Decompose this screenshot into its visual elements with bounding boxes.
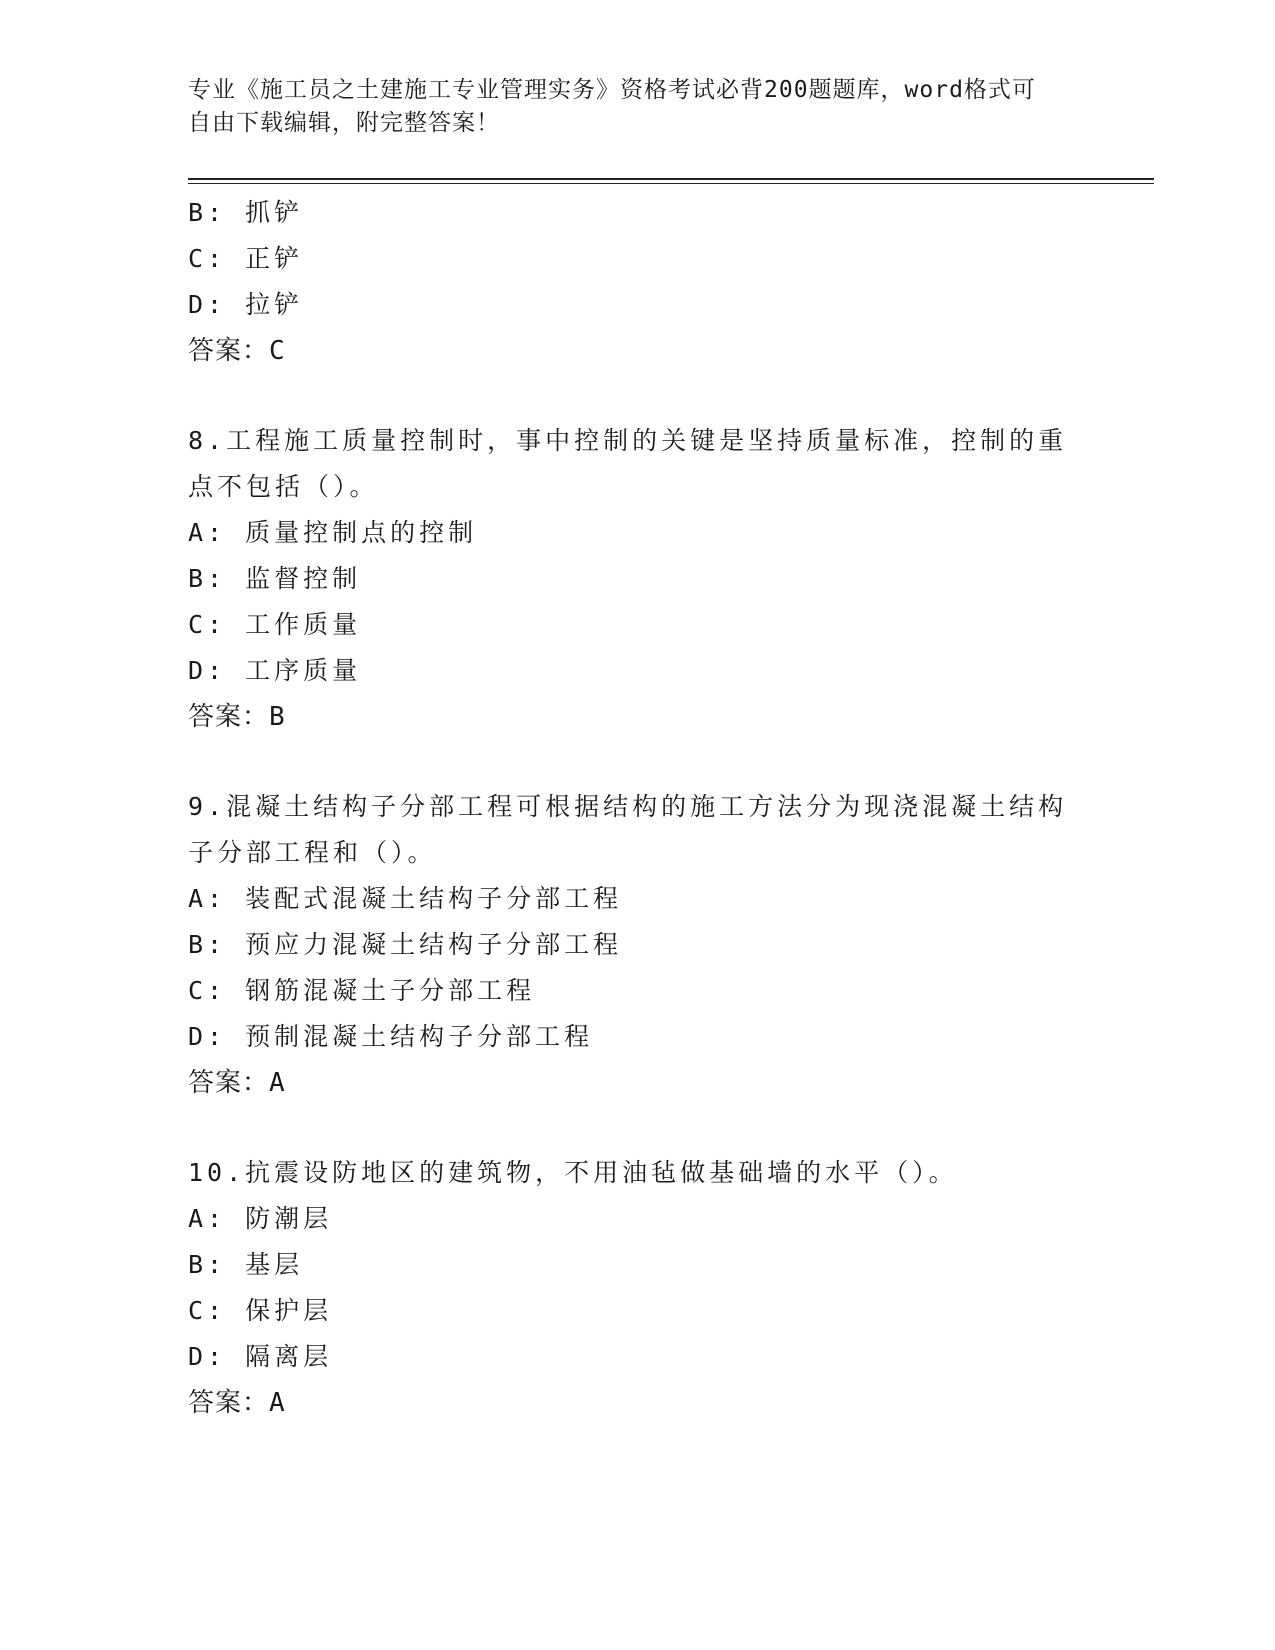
q10-option-b: B: 基层 — [188, 1250, 304, 1279]
spacer — [188, 740, 1088, 784]
question-list — [188, 190, 1088, 1426]
header-rule-thin — [188, 183, 1154, 184]
header-line-2: 自由下载编辑，附完整答案！ — [188, 110, 500, 136]
q10-answer: 答案：A — [188, 1388, 286, 1418]
header-rule-thick — [188, 178, 1154, 180]
q10-stem-line-1: 10.抗震设防地区的建筑物，不用油毡做基础墙的水平（）。 — [188, 1158, 958, 1187]
spacer — [188, 374, 1088, 418]
q9-option-b: B: 预应力混凝土结构子分部工程 — [188, 930, 623, 959]
q8-stem-line-1: 8.工程施工质量控制时，事中控制的关键是坚持质量标准，控制的重 — [188, 426, 1068, 455]
question-10 — [188, 1150, 1088, 1426]
q8-option-a: A: 质量控制点的控制 — [188, 518, 478, 547]
question-9 — [188, 784, 1088, 1106]
spacer — [188, 1106, 1088, 1150]
q8-option-d: D: 工序质量 — [188, 656, 362, 685]
q7-option-c: C: 正铲 — [188, 244, 304, 273]
q9-option-d: D: 预制混凝土结构子分部工程 — [188, 1022, 594, 1051]
q8-option-b: B: 监督控制 — [188, 564, 362, 593]
header-line-1: 专业《施工员之土建施工专业管理实务》资格考试必背200题题库，word格式可 — [188, 77, 1036, 103]
q9-answer: 答案：A — [188, 1068, 286, 1098]
q9-option-a: A: 装配式混凝土结构子分部工程 — [188, 884, 623, 913]
q8-option-c: C: 工作质量 — [188, 610, 362, 639]
q7-option-d: D: 拉铲 — [188, 290, 304, 319]
question-7-continued — [188, 190, 1088, 374]
q8-answer: 答案：B — [188, 702, 286, 732]
q9-stem-line-1: 9.混凝土结构子分部工程可根据结构的施工方法分为现浇混凝土结构 — [188, 792, 1068, 821]
document-header — [188, 74, 1068, 140]
question-8 — [188, 418, 1088, 740]
q7-option-b: B: 抓铲 — [188, 198, 304, 227]
q10-option-a: A: 防潮层 — [188, 1204, 333, 1233]
q8-stem-line-2: 点不包括（）。 — [188, 472, 379, 501]
q10-option-c: C: 保护层 — [188, 1296, 333, 1325]
q10-option-d: D: 隔离层 — [188, 1342, 333, 1371]
q7-answer: 答案：C — [188, 336, 286, 366]
q9-stem-line-2: 子分部工程和（）。 — [188, 838, 437, 867]
q9-option-c: C: 钢筋混凝土子分部工程 — [188, 976, 536, 1005]
